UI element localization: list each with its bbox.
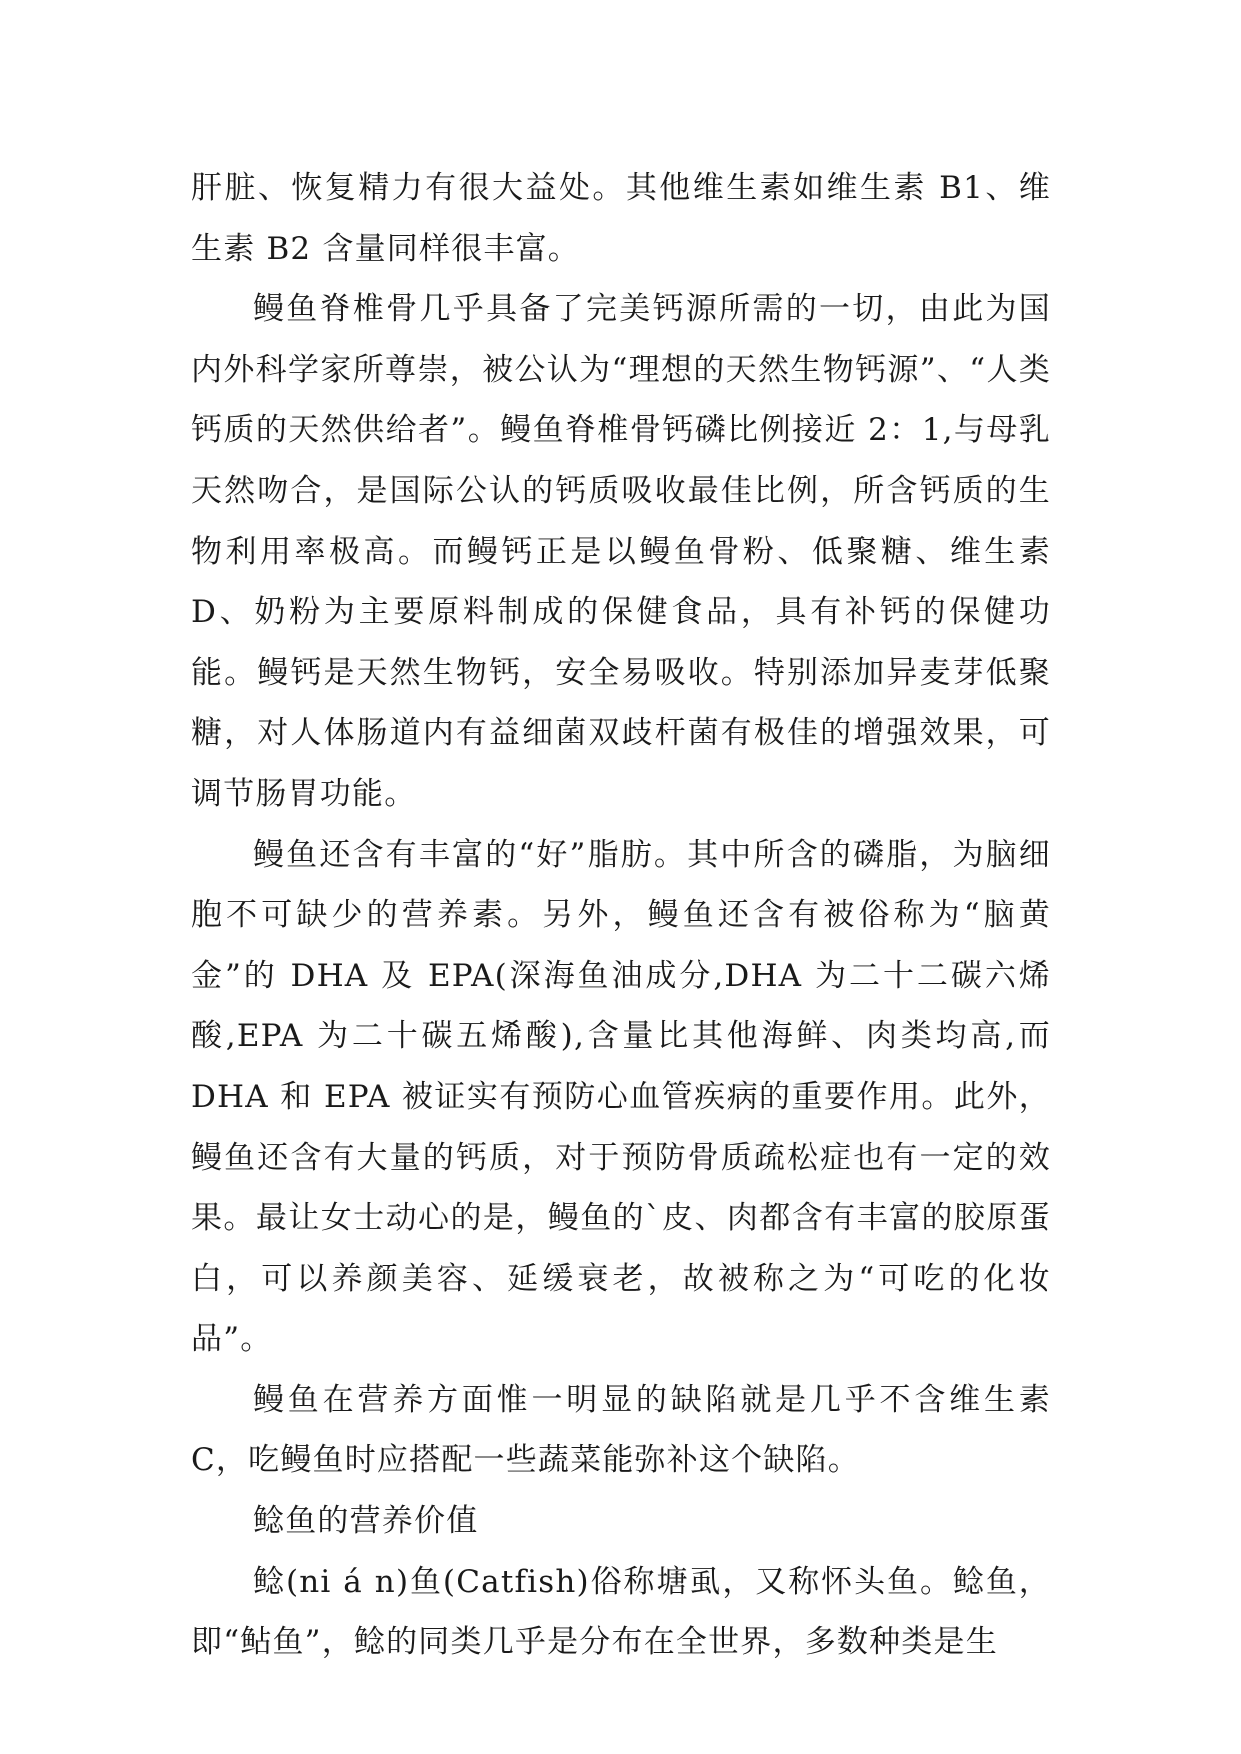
section-heading-catfish: 鲶鱼的营养价值 <box>253 1503 479 1540</box>
paragraph-vitamin-b: 肝脏、恢复精力有很大益处。其他维生素如维生素 B1、维生素 B2 含量同样很丰富。 <box>191 170 1051 267</box>
paragraph-eel-fat: 鳗鱼还含有丰富的“好”脂肪。其中所含的磷脂，为脑细胞不可缺少的营养素。另外，鳗鱼还含有被俗称为“脑黄金”的 DHA 及 EPA(深海鱼油成分,DHA 为二十二碳六烯酸,EPA 为二十碳五烯酸),含量比其他海鲜、肉类均高,而 DHA 和 EPA 被证实有预防心血管疾病的重要作用。此外，鳗鱼还含有大量的钙质，对于预防骨质疏松症也有一定的效果。最让女士动心的是，鳗鱼的`皮、肉都含有丰富的胶原蛋白，可以养颜美容、延缓衰老，故被称之为“可吃的化妆品”。 <box>191 836 1051 1358</box>
paragraph-eel-vitamin-c: 鳗鱼在营养方面惟一明显的缺陷就是几乎不含维生素 C，吃鳗鱼时应搭配一些蔬菜能弥补这个缺陷。 <box>191 1381 1051 1479</box>
paragraph-catfish-intro: 鲶(ni á n)鱼(Catfish)俗称塘虱，又称怀头鱼。鲶鱼，即“鲇鱼”，鲶的同类几乎是分布在全世界，多数种类是生 <box>191 1563 1051 1661</box>
paragraph-eel-calcium: 鳗鱼脊椎骨几乎具备了完美钙源所需的一切，由此为国内外科学家所尊崇，被公认为“理想的天然生物钙源”、“人类钙质的天然供给者”。鳗鱼脊椎骨钙磷比例接近 2：1,与母乳天然吻合，是国际公认的钙质吸收最佳比例，所含钙质的生物利用率极高。而鳗钙正是以鳗鱼骨粉、低聚糖、维生素 D、奶粉为主要原料制成的保健食品，具有补钙的保健功能。鳗钙是天然生物钙，安全易吸收。特别添加异麦芽低聚糖，对人体肠道内有益细菌双歧杆菌有极佳的增强效果，可调节肠胃功能。 <box>191 291 1051 812</box>
document-body <box>191 158 1051 1673</box>
